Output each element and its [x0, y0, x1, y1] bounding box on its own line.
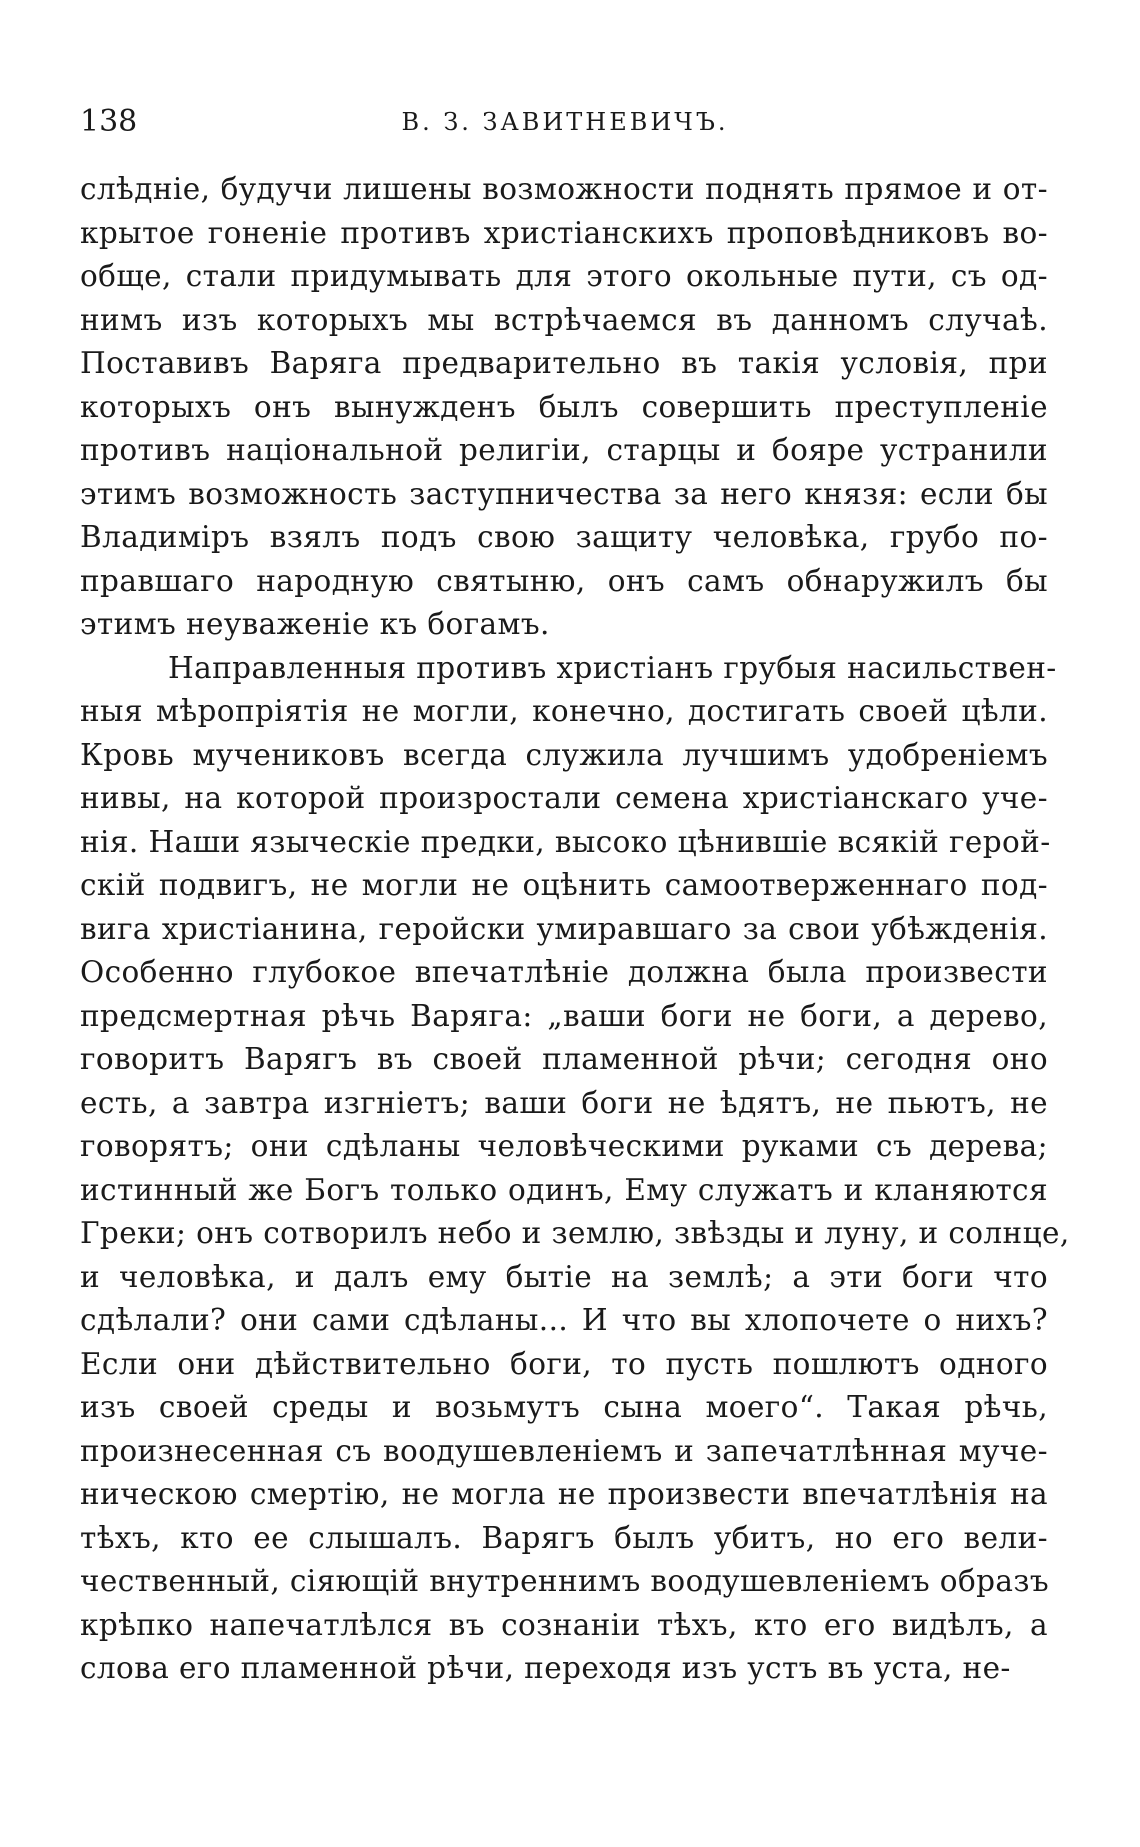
text-line: слова его пламенной рѣчи, переходя изъ устъ въ уста, не- [80, 1651, 1011, 1685]
body-text [80, 168, 1070, 1691]
text-line: нимъ изъ которыхъ мы встрѣчаемся въ данномъ случаѣ. [80, 302, 1048, 337]
text-line: и человѣка, и далъ ему бытіе на землѣ; а эти боги что [80, 1259, 1048, 1294]
text-line: есть, а завтра изгніетъ; ваши боги не ѣдятъ, не пьютъ, не [80, 1085, 1048, 1120]
text-line: слѣдніе, будучи лишены возможности поднять прямое и от- [80, 172, 1048, 206]
text-line: которыхъ онъ вынужденъ былъ совершить преступленіе [80, 389, 1048, 424]
text-line: тѣхъ, кто ее слышалъ. Варягъ былъ убитъ, но его вели- [80, 1520, 1048, 1555]
text-line: Кровь мучениковъ всегда служила лучшимъ удобреніемъ [80, 737, 1048, 772]
page-number: 138 [80, 104, 138, 139]
text-line: ныя мѣропріятія не могли, конечно, достигать своей цѣли. [80, 694, 1048, 728]
paragraph [80, 647, 1070, 1691]
text-line: сдѣлали? они сами сдѣланы... И что вы хлопочете о нихъ? [80, 1303, 1048, 1337]
text-line: вига христіанина, геройски умиравшаго за свои убѣжденія. [80, 911, 1048, 946]
text-line: этимъ неуваженіе къ богамъ. [80, 607, 550, 641]
text-line: Владиміръ взялъ подъ свою защиту человѣка, грубо по- [80, 520, 1048, 554]
text-line: говоритъ Варягъ въ своей пламенной рѣчи; сегодня оно [80, 1042, 1048, 1076]
text-line: говорятъ; они сдѣланы человѣческими руками съ дерева; [80, 1129, 1048, 1163]
text-line: предсмертная рѣчь Варяга: „ваши боги не боги, а дерево, [80, 998, 1048, 1033]
text-line: нивы, на которой произростали семена христіанскаго уче- [80, 781, 1048, 815]
text-line: крытое гоненіе противъ христіанскихъ проповѣдниковъ во- [80, 215, 1048, 250]
text-line: произнесенная съ воодушевленіемъ и запечатлѣнная муче- [80, 1433, 1048, 1468]
text-line: Если они дѣйствительно боги, то пусть пошлютъ одного [80, 1346, 1048, 1381]
text-line: Поставивъ Варяга предварительно въ такія условія, при [80, 346, 1048, 380]
text-line: крѣпко напечатлѣлся въ сознаніи тѣхъ, кто его видѣлъ, а [80, 1607, 1048, 1642]
text-line: нія. Наши языческіе предки, высоко цѣнившіе всякій герой- [80, 824, 1051, 859]
text-line: обще, стали придумывать для этого окольные пути, съ од- [80, 259, 1048, 293]
text-line: этимъ возможность заступничества за него князя: если бы [80, 476, 1048, 511]
text-line: правшаго народную святыню, онъ самъ обнаружилъ бы [80, 563, 1048, 598]
text-line: Направленныя противъ христіанъ грубыя насильствен- [168, 650, 1057, 685]
text-line: изъ своей среды и возьмутъ сына моего“. Такая рѣчь, [80, 1390, 1048, 1424]
text-line: ническою смертію, не могла не произвести впечатлѣнія на [80, 1477, 1048, 1511]
text-line: истинный же Богъ только одинъ, Ему служатъ и кланяются [80, 1172, 1048, 1207]
text-line: чественный, сіяющій внутреннимъ воодушевленіемъ образъ [80, 1564, 1050, 1598]
text-line: скій подвигъ, не могли не оцѣнить самоотверженнаго под- [80, 868, 1048, 902]
page-header [80, 104, 1050, 144]
text-line: Греки; онъ сотворилъ небо и землю, звѣзды и луну, и солнце, [80, 1216, 1070, 1250]
text-line: противъ національной религіи, старцы и бояре устранили [80, 433, 1048, 467]
text-line: Особенно глубокое впечатлѣніе должна была произвести [80, 955, 1048, 989]
paragraph [80, 168, 1048, 647]
running-head: В. З. ЗАВИТНЕВИЧЪ. [401, 108, 729, 136]
